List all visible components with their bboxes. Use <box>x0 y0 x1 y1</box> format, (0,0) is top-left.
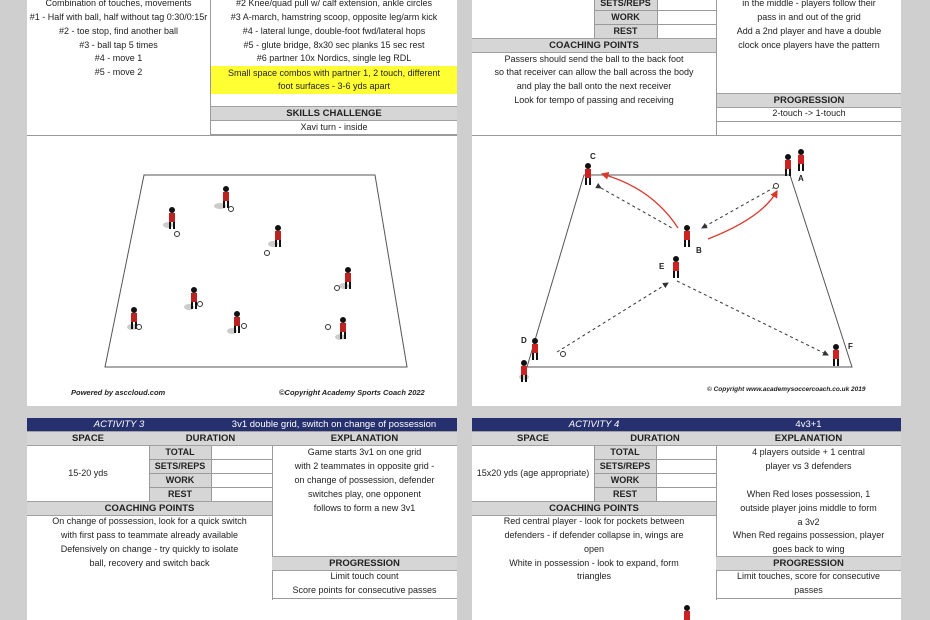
copyright-text-right: © Copyright www.academysoccercoach.co.uk 2019 <box>707 386 866 393</box>
activity3-work-label: WORK <box>149 474 211 488</box>
progression-value: 2-touch -> 1-touch <box>772 108 846 118</box>
progression-header: PROGRESSION <box>717 93 901 108</box>
activity3-rest-label: REST <box>149 488 211 502</box>
highlight-line-2: foot surfaces - 3-6 yds apart <box>277 81 391 91</box>
activity4-coaching-header: COACHING POINTS <box>472 501 716 516</box>
activity4-work-label: WORK <box>594 474 656 488</box>
rest-label: REST <box>594 25 657 39</box>
powered-by-text: Powered by asccloud.com <box>71 388 166 397</box>
skills-challenge-header: SKILLS CHALLENGE <box>211 106 457 121</box>
warmup-line-1: Combination of touches, movements <box>45 0 192 8</box>
work-label: WORK <box>594 11 657 25</box>
activity3-explanation-line-1: Game starts 3v1 on one grid <box>307 447 422 457</box>
activity3-progression-line-1: Limit touch count <box>330 571 399 581</box>
activity4-sets-reps-label: SETS/REPS <box>594 460 656 474</box>
copyright-text-left: ©Copyright Academy Sports Coach 2022 <box>279 388 425 397</box>
activity4-rest-label: REST <box>594 488 656 502</box>
pitch-diagram-right <box>472 136 901 406</box>
activity4-space-header: SPACE <box>472 431 594 446</box>
activity3-total-label: TOTAL <box>149 446 211 460</box>
activity4-diagram-area <box>472 600 901 620</box>
skills-challenge-value: Xavi turn - inside <box>300 122 368 132</box>
coaching-line-4: Look for tempo of passing and receiving <box>514 95 674 105</box>
warmup-line-3: #2 - toe stop, find another ball <box>58 26 179 36</box>
activity3-explanation-line-3: on change of possession, defender <box>294 475 435 485</box>
dynamic-line-5: #6 partner 10x Nordics, single leg RDL <box>256 53 412 63</box>
activity3-explanation-line-4: switches play, one opponent <box>308 489 421 499</box>
activity4-explanation-line-2: player vs 3 defenders <box>765 461 852 471</box>
activity3-coaching-header: COACHING POINTS <box>27 501 272 516</box>
top-left-panel <box>27 0 457 135</box>
label-f: F <box>848 342 853 351</box>
activity4-title: ACTIVITY 4 <box>472 418 716 431</box>
activity4-coaching-line-3: open <box>583 544 605 554</box>
activity3-sets-reps-label: SETS/REPS <box>149 460 211 474</box>
coaching-line-3: and play the ball onto the next receiver <box>516 81 672 91</box>
activity4-progression-header: PROGRESSION <box>716 556 901 571</box>
label-c: C <box>590 152 596 161</box>
diagram-left <box>27 135 457 406</box>
warmup-line-2: #1 - Half with ball, half without tag 0:30/0:15r <box>29 12 208 22</box>
activity3-space-header: SPACE <box>27 431 149 446</box>
warmup-line-6: #5 - move 2 <box>94 67 143 77</box>
activity3-duration-header: DURATION <box>149 431 272 446</box>
activity4-coaching-line-4: White in possession - look to expand, form <box>509 558 679 568</box>
dynamic-line-4: #5 - glute bridge, 8x30 sec planks 15 sec rest <box>243 40 425 50</box>
activity3-progression-line-2: Score points for consecutive passes <box>292 585 437 595</box>
activity4-panel <box>472 418 901 600</box>
activity4-explanation-line-6: a 3v2 <box>797 517 820 527</box>
activity3-diagram-area <box>27 600 457 620</box>
highlight-line-1: Small space combos with partner 1, 2 touch, different <box>228 68 440 78</box>
activity4-explanation-header: EXPLANATION <box>716 431 901 446</box>
activity4-total-label: TOTAL <box>594 446 656 460</box>
activity3-explanation-header: EXPLANATION <box>272 431 457 446</box>
label-a: A <box>798 174 804 183</box>
coaching-line-2: so that receiver can allow the ball across the body <box>494 67 694 77</box>
activity4-explanation-line-7: When Red regains possession, player <box>732 530 885 540</box>
activity3-coaching-line-3: Defensively on change - try quickly to isolate <box>60 544 239 554</box>
activity3-progression-header: PROGRESSION <box>272 556 457 571</box>
explanation-line-1: in the middle - players follow their <box>742 0 876 8</box>
activity3-coaching-line-4: ball, recovery and switch back <box>89 558 210 568</box>
activity4-coaching-line-2: defenders - if defender collapse in, wings are <box>504 530 684 540</box>
sets-reps-label: SETS/REPS <box>594 0 657 11</box>
activity3-space-value: 15-20 yds <box>68 468 108 478</box>
coaching-line-1: Passers should send the ball to the back foot <box>504 54 684 64</box>
activity3-title: ACTIVITY 3 <box>27 418 211 431</box>
diagram-right <box>472 135 901 406</box>
activity3-explanation-line-2: with 2 teammates in opposite grid - <box>294 461 435 471</box>
activity3-panel <box>27 418 457 600</box>
activity4-diagram-partial <box>472 600 901 620</box>
activity4-progression-line-2: passes <box>794 585 823 595</box>
coaching-points-header: COACHING POINTS <box>472 38 716 53</box>
activity4-coaching-line-1: Red central player - look for pockets between <box>503 516 685 526</box>
label-e: E <box>659 262 665 271</box>
dynamic-line-1: #2 Knee/quad pull w/ calf extension, ankle circles <box>235 0 433 8</box>
activity3-coaching-line-1: On change of possession, look for a quick switch <box>52 516 247 526</box>
label-b: B <box>696 246 702 255</box>
activity4-coaching-line-5: triangles <box>576 571 612 581</box>
warmup-line-4: #3 - ball tap 5 times <box>79 40 158 50</box>
activity4-name: 4v3+1 <box>716 418 901 431</box>
activity4-progression-line-1: Limit touches, score for consecutive <box>736 571 881 581</box>
top-right-panel <box>472 0 901 135</box>
dynamic-line-3: #4 - lateral lunge, double-foot fwd/lateral hops <box>242 26 426 36</box>
pitch-diagram-left <box>27 136 457 406</box>
activity3-coaching-line-2: with first pass to teammate already available <box>60 530 239 540</box>
activity4-duration-header: DURATION <box>594 431 716 446</box>
activity4-explanation-line-5: outside player joins middle to form <box>740 503 877 513</box>
activity4-explanation-line-4: When Red loses possession, 1 <box>746 489 871 499</box>
warmup-line-5: #4 - move 1 <box>94 53 143 63</box>
activity4-explanation-line-8: goes back to wing <box>772 544 845 554</box>
dynamic-line-2: #3 A-march, hamstring scoop, opposite leg/arm kick <box>230 12 438 22</box>
activity3-name: 3v1 double grid, switch on change of possession <box>211 418 457 431</box>
label-d: D <box>521 336 527 345</box>
explanation-line-2: pass in and out of the grid <box>757 12 861 22</box>
activity3-explanation-line-5: follows to form a new 3v1 <box>313 503 416 513</box>
activity4-explanation-line-1: 4 players outside + 1 central <box>752 447 865 457</box>
explanation-line-3: Add a 2nd player and have a double <box>736 26 882 36</box>
explanation-line-4: clock once players have the pattern <box>738 40 880 50</box>
activity4-space-value: 15x20 yds (age appropriate) <box>476 468 590 478</box>
